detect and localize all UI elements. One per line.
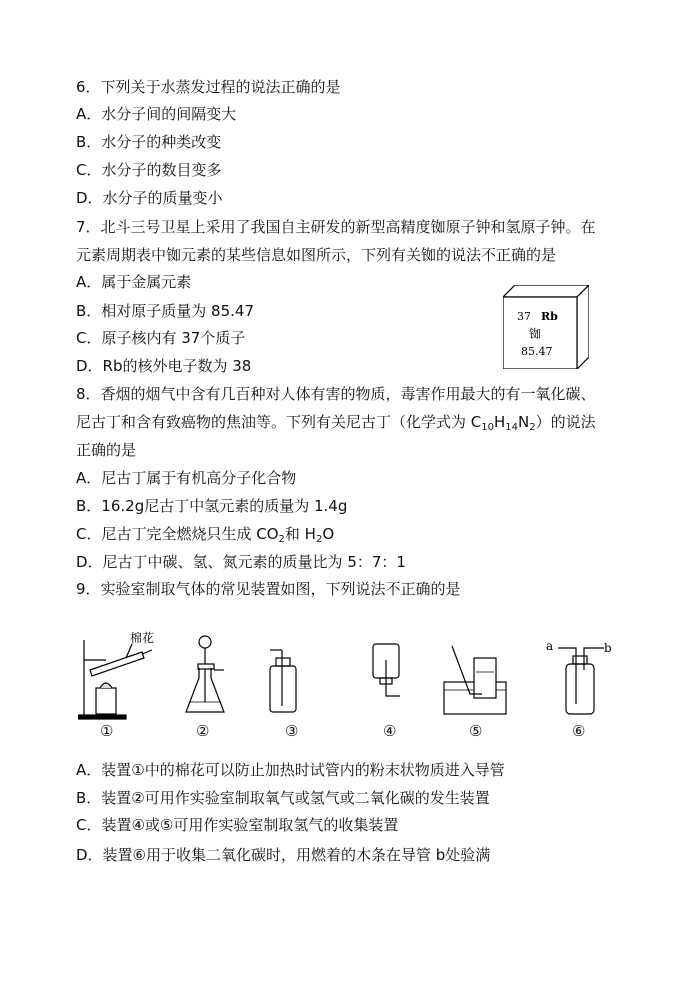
q8-stem-line2-tail: ）的说法 (535, 413, 596, 431)
apparatus-number-2: ② (196, 722, 210, 740)
q6-stem: 6．下列关于水蒸发过程的说法正确的是 (76, 78, 341, 96)
q8-option-c-text: C．尼古丁完全燃烧只生成 CO (76, 525, 279, 543)
formula-part: 和 H (284, 525, 316, 543)
subscript: 10 (481, 422, 494, 433)
element-symbol: Rb (541, 310, 558, 323)
q8-stem-line2-text: 尼古丁和含有致癌物的焦油等。下列有关尼古丁（化学式为 C (76, 413, 482, 431)
q8-stem-line3: 正确的是 (76, 441, 137, 459)
q9-option-d: D．装置⑥用于收集二氧化碳时，用燃着的木条在导管 b处验满 (76, 846, 491, 864)
apparatus-2 (186, 636, 224, 712)
label-a: a (546, 639, 554, 653)
subscript: 2 (278, 534, 285, 545)
q9-option-b: B．装置②可用作实验室制取氧气或氢气或二氧化碳的发生装置 (76, 789, 490, 807)
q8-option-c (76, 524, 334, 550)
q7-stem-line2: 元素周期表中铷元素的某些信息如图所示，下列有关铷的说法不正确的是 (76, 246, 557, 264)
q6-option-c: C．水分子的数目变多 (76, 161, 222, 179)
q6-option-d: D．水分子的质量变小 (76, 189, 223, 207)
apparatus-3 (270, 650, 296, 712)
q9-stem: 9．实验室制取气体的常见装置如图，下列说法不正确的是 (76, 580, 461, 598)
q7-option-a: A．属于金属元素 (76, 273, 192, 291)
q7-option-c: C．原子核内有 37个质子 (76, 329, 246, 347)
apparatus-1 (78, 630, 154, 719)
apparatus-number-4: ④ (383, 722, 397, 740)
subscript: 2 (529, 422, 536, 433)
element-card-rb (503, 285, 589, 369)
element-number: 37 (517, 310, 531, 323)
q9-option-c: C．装置④或⑤可用作实验室制取氢气的收集装置 (76, 816, 399, 834)
subscript: 2 (315, 534, 323, 545)
q8-stem-line2 (76, 412, 596, 438)
apparatus-number-3: ③ (285, 722, 299, 740)
q6-option-b: B．水分子的种类改变 (76, 133, 222, 151)
apparatus-number-5: ⑤ (469, 722, 483, 740)
formula-part: H (493, 413, 506, 431)
element-mass: 85.47 (521, 345, 553, 358)
formula-part: N (518, 413, 530, 431)
q9-option-a: A．装置①中的棉花可以防止加热时试管内的粉末状物质进入导管 (76, 761, 505, 779)
apparatus-number-6: ⑥ (572, 722, 586, 740)
q8-stem-line1: 8．香烟的烟气中含有几百种对人体有害的物质，毒害作用最大的有一氧化碳、 (76, 385, 596, 403)
q8-option-a: A．尼古丁属于有机高分子化合物 (76, 469, 297, 487)
q6-option-a: A．水分子间的间隔变大 (76, 105, 237, 123)
q7-option-b: B．相对原子质量为 85.47 (76, 302, 255, 320)
q7-stem-line1: 7．北斗三号卫星上采用了我国自主研发的新型高精度铷原子钟和氢原子钟。在 (76, 218, 596, 236)
apparatus-5 (444, 646, 506, 714)
subscript: 14 (505, 422, 518, 433)
formula-part: O (322, 525, 335, 543)
q8-option-d: D．尼古丁中碳、氢、氮元素的质量比为 5：7：1 (76, 553, 406, 571)
element-name: 铷 (529, 327, 542, 341)
lab-apparatus-figure (78, 630, 618, 740)
apparatus-4 (373, 644, 400, 696)
cotton-label: 棉花 (130, 631, 155, 645)
q7-option-d: D．Rb的核外电子数为 38 (76, 357, 252, 375)
label-b: b (604, 641, 612, 655)
q8-option-b: B．16.2g尼古丁中氢元素的质量为 1.4g (76, 497, 348, 515)
apparatus-number-1: ① (100, 722, 114, 740)
apparatus-6 (546, 639, 612, 714)
